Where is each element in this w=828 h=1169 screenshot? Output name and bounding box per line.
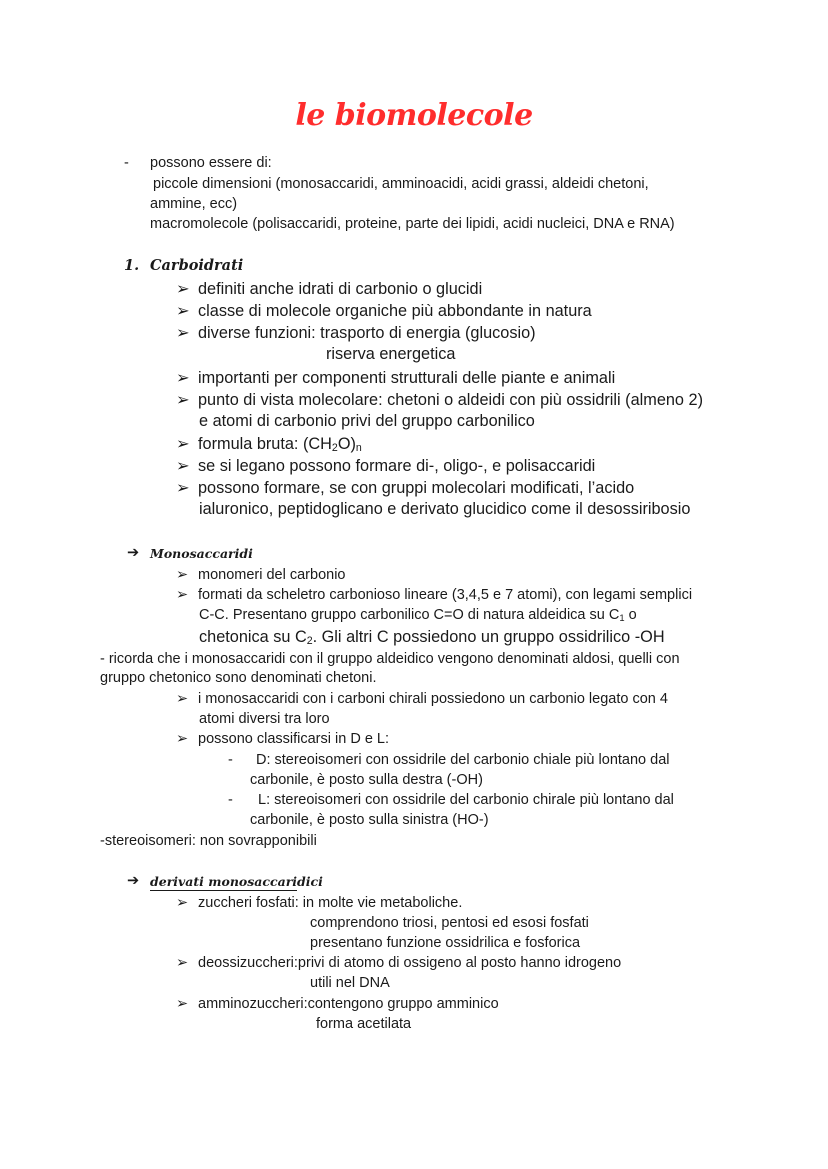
list-item-continuation: chetonica su $C_2$. Gli altri C possiedono un gruppo ossidrilico -OH: [199, 628, 665, 647]
list-item: ➢ formati da scheletro carbonioso lineare (3,4,5 e 7 atomi), con legami semplici: [176, 587, 693, 603]
list-item: ➢ se si legano possono formare di-, oligo-, e polisaccaridi: [176, 457, 596, 475]
bullet-icon: ➢: [176, 691, 189, 707]
list-item-continuation: presentano funzione ossidrilica e fosforica: [310, 935, 581, 951]
dash-icon: -: [228, 752, 233, 768]
list-item-continuation: e atomi di carbonio privi del gruppo carbonilico: [199, 412, 535, 430]
dash-icon: -: [228, 792, 233, 808]
section-heading-carboidrati: Carboidrati: [150, 257, 244, 274]
list-item: ➢ classe di molecole organiche più abbondante in natura: [176, 302, 592, 320]
intro-dash: -: [124, 155, 129, 171]
note-line: - ricorda che i monosaccaridi con il gruppo aldeidico vengono denominati aldosi, quelli con: [100, 651, 680, 667]
list-item: ➢ possono classificarsi in D e L:: [176, 731, 389, 747]
page-title: le biomolecole: [295, 98, 533, 133]
sub-list-item-continuation: carbonile, è posto sulla destra (-OH): [250, 772, 483, 788]
list-item: ➢ zuccheri fosfati: in molte vie metaboliche.: [176, 895, 463, 911]
list-item: ➢ deossizuccheri:privi di atomo di ossigeno al posto hanno idrogeno: [176, 955, 622, 971]
arrow-icon: ➔: [127, 545, 140, 561]
list-item: ➢ monomeri del carbonio: [176, 567, 346, 583]
list-item: ➢ diverse funzioni: trasporto di energia (glucosio): [176, 324, 536, 342]
sub-list-item: D: stereoisomeri con ossidrile del carbonio chiale più lontano dal: [256, 752, 670, 768]
heading-underline: [150, 890, 297, 891]
bullet-icon: ➢: [176, 369, 190, 387]
bullet-icon: ➢: [176, 457, 190, 475]
arrow-icon: ➔: [127, 873, 140, 889]
list-item-continuation: utili nel DNA: [310, 975, 390, 991]
list-item-continuation: C-C. Presentano gruppo carbonilico C=O di natura aldeidica su $C_1$ o: [199, 607, 637, 623]
list-item: ➢ amminozuccheri:contengono gruppo amminico: [176, 996, 499, 1012]
section-number: 1.: [124, 257, 140, 274]
intro-macro-line: macromolecole (polisaccaridi, proteine, parte dei lipidi, acidi nucleici, DNA e RNA): [150, 216, 675, 232]
list-item: ➢ importanti per componenti strutturali delle piante e animali: [176, 369, 616, 387]
bullet-icon: ➢: [176, 955, 189, 971]
subsection-heading-monosaccaridi: Monosaccaridi: [150, 546, 253, 561]
bullet-icon: ➢: [176, 587, 189, 603]
list-item: ➢ i monosaccaridi con i carboni chirali possiedono un carbonio legato con 4: [176, 691, 668, 707]
list-item-formula: ➢ formula bruta: $(CH_2O)_n$: [176, 435, 362, 454]
sub-list-item-continuation: carbonile, è posto sulla sinistra (HO-): [250, 812, 489, 828]
list-item-continuation: riserva energetica: [326, 345, 456, 363]
bullet-icon: ➢: [176, 435, 190, 453]
bullet-icon: ➢: [176, 302, 190, 320]
intro-small-line-2: ammine, ecc): [150, 196, 238, 212]
bullet-icon: ➢: [176, 567, 189, 583]
bullet-icon: ➢: [176, 324, 190, 342]
bullet-icon: ➢: [176, 280, 190, 298]
list-item-continuation: atomi diversi tra loro: [199, 711, 330, 727]
note-line: -stereoisomeri: non sovrapponibili: [100, 833, 317, 849]
intro-lead: possono essere di:: [150, 155, 272, 171]
list-item-continuation: forma acetilata: [316, 1016, 412, 1032]
list-item: ➢ definiti anche idrati di carbonio o glucidi: [176, 280, 483, 298]
bullet-icon: ➢: [176, 895, 189, 911]
bullet-icon: ➢: [176, 479, 190, 497]
subsection-heading-derivati: derivati monosaccaridici: [150, 874, 323, 889]
list-item-continuation: ialuronico, peptidoglicano e derivato glucidico come il desossiribosio: [199, 500, 691, 518]
list-item: ➢ punto di vista molecolare: chetoni o aldeidi con più ossidrili (almeno 2): [176, 391, 703, 409]
list-item-continuation: comprendono triosi, pentosi ed esosi fosfati: [310, 915, 589, 931]
bullet-icon: ➢: [176, 731, 189, 747]
bullet-icon: ➢: [176, 996, 189, 1012]
intro-small-line-1: piccole dimensioni (monosaccaridi, amminoacidi, acidi grassi, aldeidi chetoni,: [153, 176, 649, 192]
sub-list-item: L: stereoisomeri con ossidrile del carbonio chirale più lontano dal: [258, 792, 674, 808]
list-item: ➢ possono formare, se con gruppi molecolari modificati, l’acido: [176, 479, 635, 497]
bullet-icon: ➢: [176, 391, 190, 409]
note-line: gruppo chetonico sono denominati chetoni.: [100, 670, 377, 686]
